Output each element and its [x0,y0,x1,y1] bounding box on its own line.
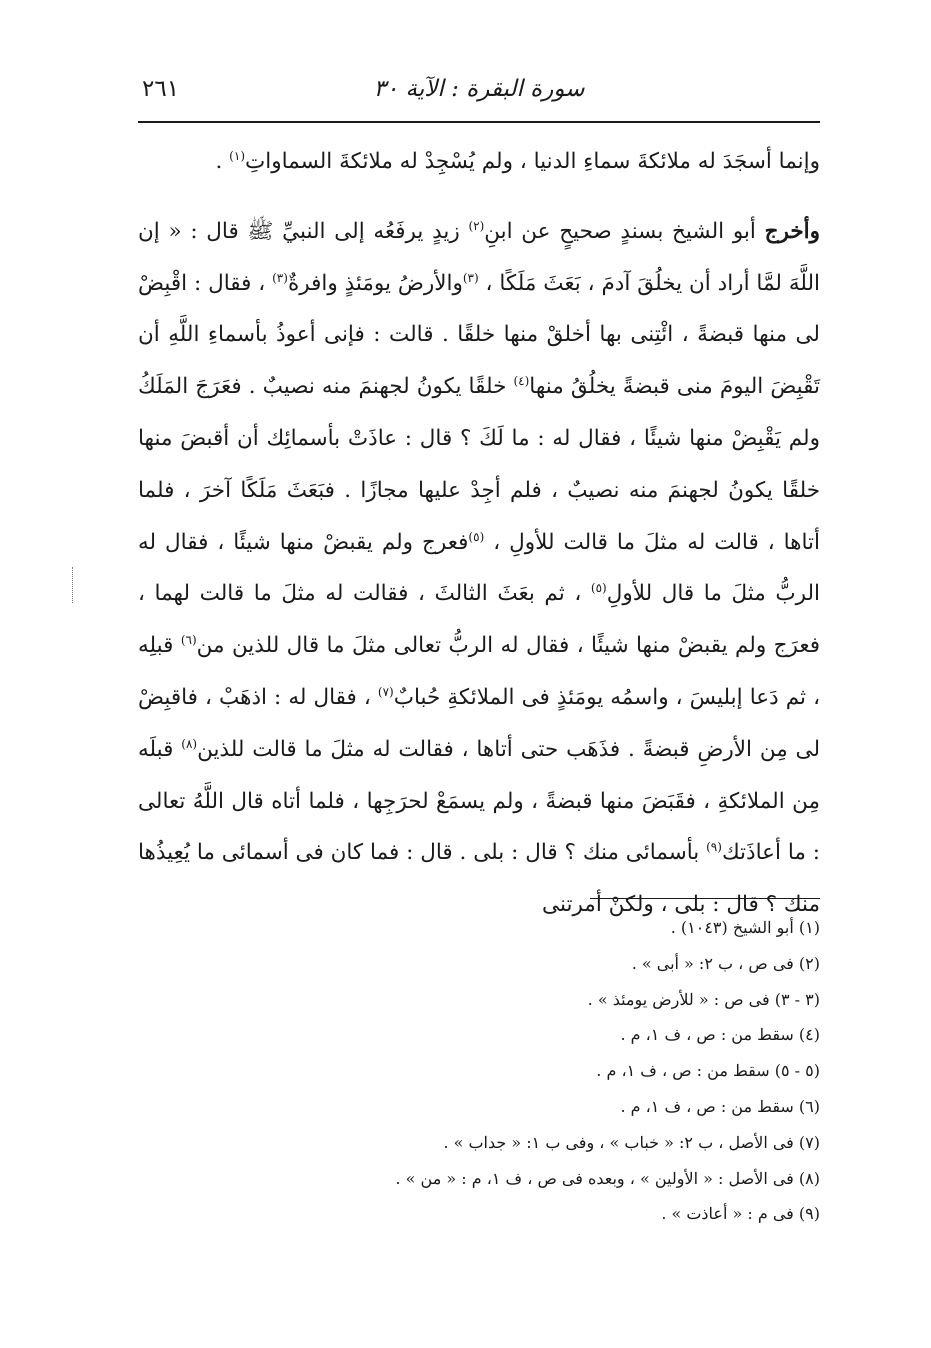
footnote: (٩) فى م : « أعاذت » . [661,1204,820,1224]
footnote: (٦) سقط من : ص ، ف ١، م . [620,1096,820,1116]
text-segment: قبلِه ، ثم دَعا إبليسَ ، واسمُه يومَئذٍ فى الملائكةِ حُبابٌ [138,633,821,710]
main-text [138,136,820,931]
footnote-ref-3-end: (٣) [272,270,288,285]
footnote: (٤) سقط من : ص ، ف ١، م . [620,1025,820,1045]
page-header [138,70,820,118]
text-segment: ، فقال : اقْبِضْ لى منها قبضةً ، ائْتِنى بها أخلقْ منها خلقًا . قالت : فإنى أعوذُ بأسماءِ اللَّهِ أن تَقْبِضَ اليومَ منى قبضةً يخلُقُ منها [138,270,821,400]
text-segment: فعرج ولم يقبضْ منها شيئًا ، فقال له الربُّ مثلَ ما قال للأولِ [138,529,821,607]
text-segment: قبلَه مِن الملائكةِ ، فقَبَضَ منها قبضةً ، ولم يسمَعْ لحرَجِها ، فلما أتاه قال اللَّهُ تعالى : ما أعاذَتك [138,736,820,866]
footnote-ref-4: (٤) [513,374,530,389]
text-segment: . [215,149,230,174]
footnote-ref-7: (٧) [377,684,394,699]
footnote: (٨) فى الأصل : « الأولين » ، وبعده فى ص ، ف ١، م : « من » . [395,1168,820,1188]
footnote-ref-9: (٩) [706,840,722,855]
paragraph-2 [138,206,820,931]
footnote: (٧) فى الأصل ، ب ٢: « خباب » ، وفى ب ١: « جداب » . [443,1132,820,1152]
page-number: ٢٦١ [142,76,180,102]
text-segment: وإنما أسجَدَ له ملائكةَ سماءِ الدنيا ، ولم يُسْجِدْ له ملائكةَ السماواتِ [245,149,820,174]
running-title: سورة البقرة : الآية ٣٠ [373,76,585,102]
paragraph-lead-word: وأخرج [764,218,820,244]
header-rule [138,121,820,123]
text-segment: ، ثم بعَثَ الثالثَ ، فقالت له مثلَ ما قالت لهما ، فعرَج ولم يقبضْ منها شيئًا ، فقال له الربُّ تعالى مثلَ ما قال للذين من [138,581,821,659]
text-segment: ، فقال له : اذهَبْ ، فاقبِضْ لى مِن الأرضِ قبضةً . فذَهَب حتى أتاها ، فقالت له مثلَ ما قالت للذين [138,684,821,762]
text-segment: بأسمائى منك ؟ قال : بلى . قال : فما كان فى أسمائى ما يُعِيذُها منك ؟ قال : بلى ، ولكنْ أمرتنى [138,840,820,918]
text-segment: أبو الشيخ بسندٍ صحيحٍ عن ابنِ [484,218,765,244]
footnote-ref-5-end: (٥) [590,581,607,596]
footnote: (٣ - ٣) فى ص : « للأرض يومئذ » . [587,989,820,1009]
footnote: (١) أبو الشيخ (١٠٤٣) . [670,918,820,937]
paragraph-1 [138,136,820,188]
footnote-ref-6: (٦) [180,633,197,648]
text-segment: زيدٍ يرفَعُه إلى النبيِّ ﷺ قال : « إن اللَّهَ لمَّا أراد أن يخلُقَ آدمَ ، بَعَثَ مَلَكًا ، [138,218,820,296]
footnote: (٢) فى ص ، ب ٢: « أبى » . [631,953,820,973]
footnote-ref-8: (٨) [181,736,198,751]
margin-mark [72,567,74,603]
footnote: (٥ - ٥) سقط من : ص ، ف ١، م . [596,1061,820,1081]
footnote-rule [590,898,820,899]
footnote-ref-5-start: (٥) [468,529,485,544]
footnotes [138,910,820,1232]
footnote-ref-1: (١) [229,148,245,163]
footnote-ref-3-start: (٣) [462,270,479,285]
text-segment: خلقًا يكونُ لجهنمَ منه نصيبٌ . فعَرَجَ المَلَكُ ولم يَقْبِضْ منها شيئًا ، فقال له : ما لَكَ ؟ قال : عاذَتْ بأسمائِك أن أقبضَ منها خلقًا يكونُ لجهنمَ منه نصيبٌ ، فلم أجِدْ عليها مجازًا . فبَعَثَ مَلَكًا آخرَ ، فلما أتاها ، قالت له مثلَ ما قالت للأولِ ، [138,374,820,555]
text-segment: والأرضُ يومَئذٍ وافرةٌ [287,270,463,296]
footnote-ref-2: (٢) [468,218,485,233]
